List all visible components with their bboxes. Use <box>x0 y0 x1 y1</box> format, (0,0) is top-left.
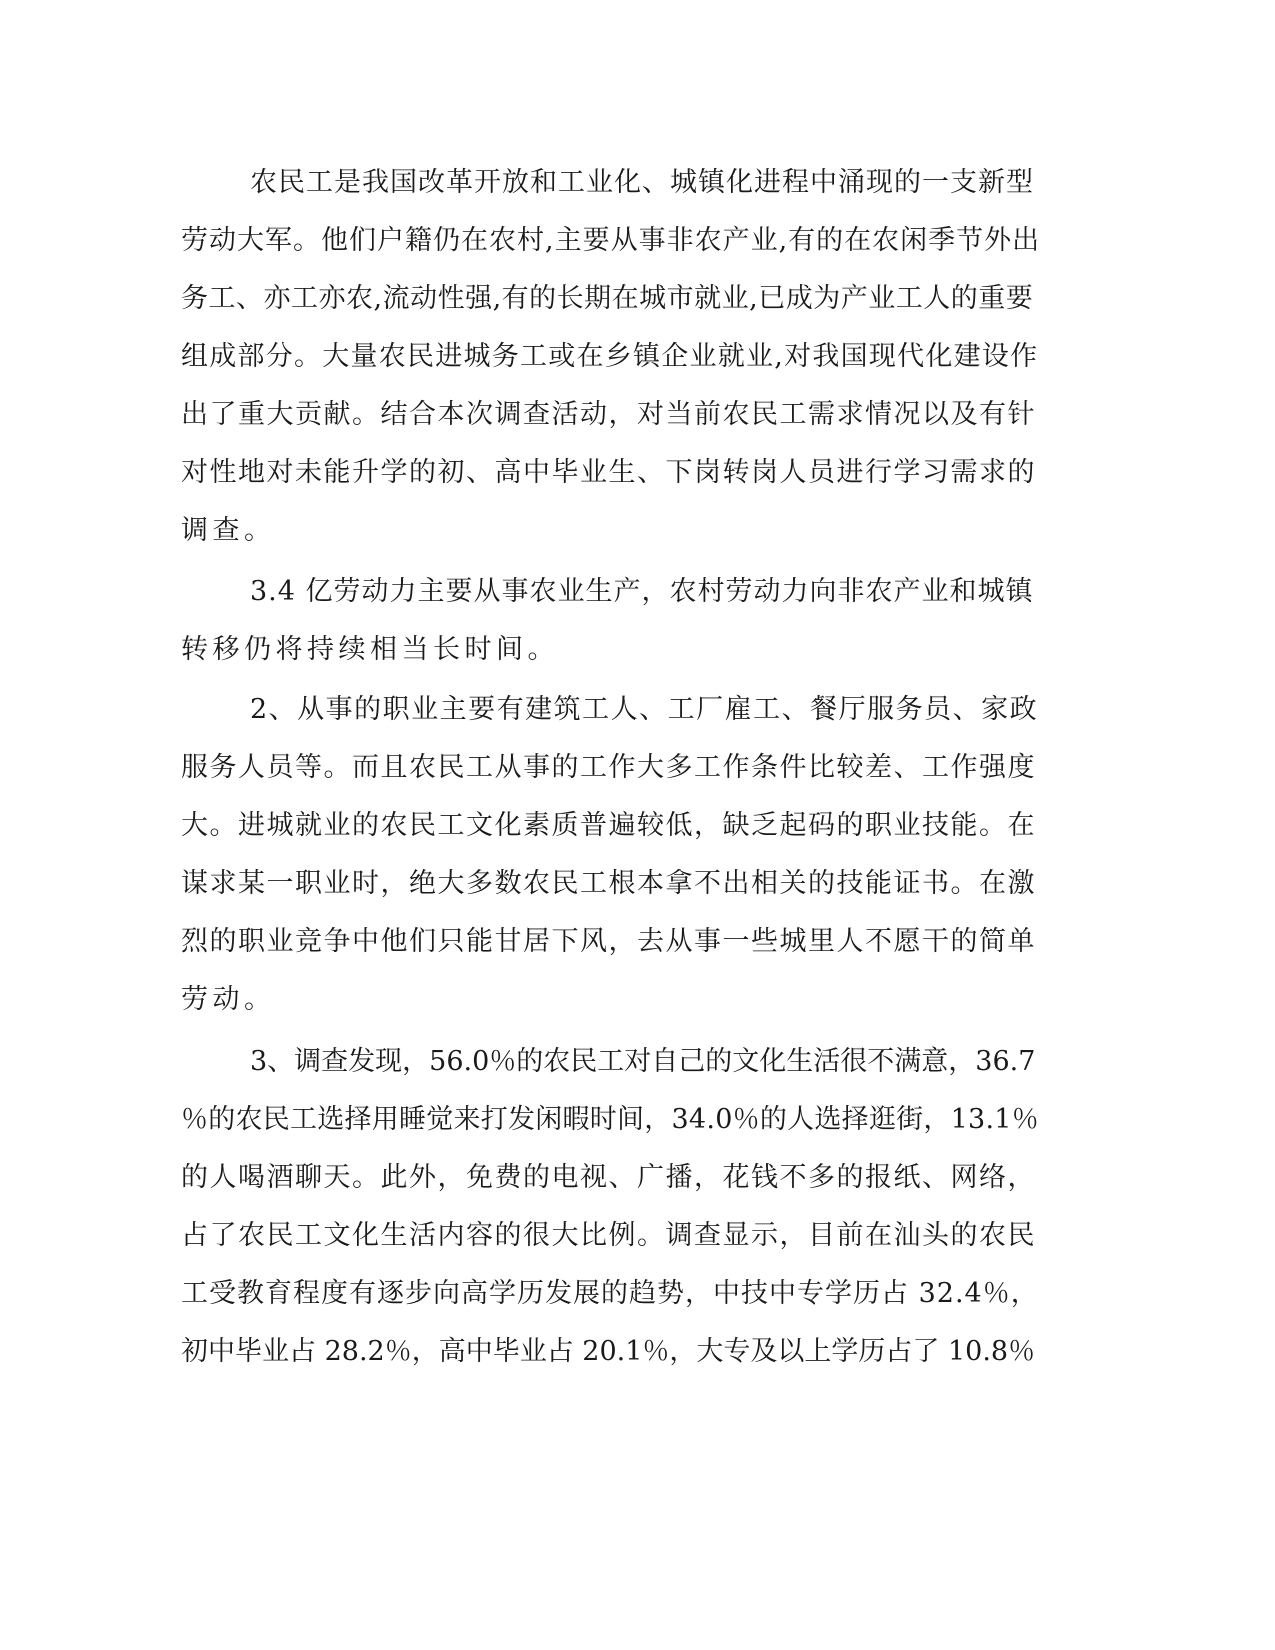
paragraph-3-line-5: 烈的职业竞争中他们只能甘居下风，去从事一些城里人不愿干的简单 <box>181 926 1036 957</box>
paragraph-1-line-3: 务工、亦工亦农,流动性强,有的长期在城市就业,已成为产业工人的重要 <box>181 283 1034 314</box>
paragraph-1-line-6: 对性地对未能升学的初、高中毕业生、下岗转岗人员进行学习需求的 <box>181 457 1036 488</box>
paragraph-1-line-2: 劳动大军。他们户籍仍在农村,主要从事非农产业,有的在农闲季节外出 <box>181 225 1041 256</box>
paragraph-3-line-6: 劳动。 <box>181 984 276 1015</box>
paragraph-1-line-1: 农民工是我国改革开放和工业化、城镇化进程中涌现的一支新型 <box>250 167 1034 198</box>
paragraph-4-line-3: 的人喝酒聊天。此外，免费的电视、广播，花钱不多的报纸、网络， <box>181 1162 1036 1193</box>
paragraph-2-line-1: 3.4 亿劳动力主要从事农业生产，农村劳动力向非农产业和城镇 <box>250 576 1034 607</box>
paragraph-3-line-3: 大。进城就业的农民工文化素质普遍较低，缺乏起码的职业技能。在 <box>181 810 1036 841</box>
paragraph-3-line-1: 2、从事的职业主要有建筑工人、工厂雇工、餐厅服务员、家政 <box>250 694 1039 725</box>
paragraph-4-line-5: 工受教育程度有逐步向高学历发展的趋势，中技中专学历占 32.4％， <box>181 1278 1039 1309</box>
paragraph-3-line-2: 服务人员等。而且农民工从事的工作大多工作条件比较差、工作强度 <box>181 752 1036 783</box>
paragraph-4-line-1: 3、调查发现，56.0％的农民工对自己的文化生活很不满意，36.7 <box>250 1046 1036 1077</box>
paragraph-1-line-4: 组成部分。大量农民进城务工或在乡镇企业就业,对我国现代化建设作 <box>181 341 1039 372</box>
paragraph-1-line-5: 出了重大贡献。结合本次调查活动，对当前农民工需求情况以及有针 <box>181 399 1036 430</box>
paragraph-2-line-2: 转移仍将持续相当长时间。 <box>181 634 559 665</box>
paragraph-4-line-4: 占了农民工文化生活内容的很大比例。调查显示，目前在汕头的农民 <box>181 1220 1036 1251</box>
paragraph-3-line-4: 谋求某一职业时，绝大多数农民工根本拿不出相关的技能证书。在激 <box>181 868 1036 899</box>
paragraph-4-line-6: 初中毕业占 28.2％，高中毕业占 20.1％，大专及以上学历占了 10.8％ <box>181 1336 1036 1367</box>
paragraph-4-line-2: ％的农民工选择用睡觉来打发闲暇时间，34.0％的人选择逛街，13.1％ <box>181 1104 1039 1135</box>
paragraph-1-line-7: 调查。 <box>181 515 276 546</box>
